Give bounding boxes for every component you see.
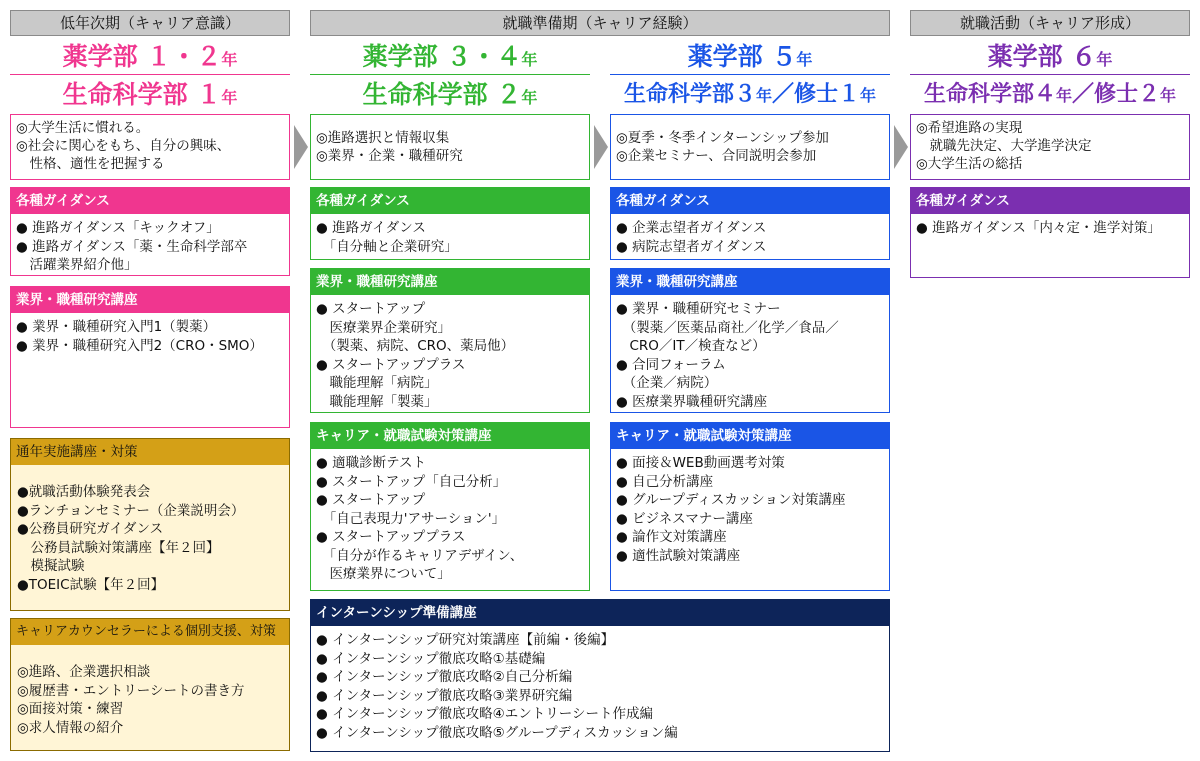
col4-guidance-header: 各種ガイダンス — [910, 187, 1190, 215]
col4-goals — [910, 114, 1190, 180]
col2-title-lifesci: 生命科学部 ２年 — [362, 80, 538, 109]
list-item: （製薬／医薬品商社／化学／食品／ — [616, 319, 839, 336]
list-item: ◎求人情報の紹介 — [17, 719, 124, 736]
col3-industry-header: 業界・職種研究講座 — [610, 268, 890, 296]
arrow-right-icon — [894, 125, 908, 169]
list-item: ●TOEIC試験【年２回】 — [17, 576, 165, 593]
col1-divider — [10, 74, 290, 75]
list-item: ● 面接＆WEB動画選考対策 — [616, 455, 785, 471]
goal-item: ◎大学生活の総括 — [916, 156, 1023, 172]
col3-title-lifesci: 生命科学部３年／修士１年 — [623, 82, 877, 107]
col2-career-header: キャリア・就職試験対策講座 — [310, 422, 590, 450]
list-item: ● インターンシップ徹底攻略⑤グループディスカッション編 — [316, 724, 678, 741]
list-item: ● 進路ガイダンス — [316, 220, 426, 236]
col4-title-pharmacy: 薬学部 ６年 — [987, 42, 1113, 71]
col1-counseling-body — [10, 645, 290, 751]
col3-divider — [610, 74, 890, 75]
goal-item: 就職先決定、大学進学決定 — [916, 138, 1092, 154]
goal-item: ◎業界・企業・職種研究 — [316, 148, 463, 164]
col1-yearround-header: 通年実施講座・対策 — [10, 438, 290, 466]
goal-item: 性格、適性を把握する — [16, 156, 165, 172]
list-item: ◎進路、企業選択相談 — [17, 664, 151, 680]
goal-item: ◎企業セミナー、合同説明会参加 — [616, 148, 817, 164]
goal-item: ◎進路選択と情報収集 — [316, 130, 450, 146]
phase-job: 就職活動（キャリア形成） — [910, 10, 1190, 36]
list-item: ◎面接対策・練習 — [17, 701, 124, 717]
col3-industry-body — [610, 295, 890, 413]
list-item: ● 業界・職種研究セミナー — [616, 301, 781, 317]
list-item: （製薬、病院、CRO、薬局他） — [316, 338, 515, 354]
col3-career-body — [610, 449, 890, 591]
list-item: ● 業界・職種研究入門2（CRO・SMO） — [16, 337, 263, 354]
list-item: 医療業界について」 — [316, 566, 451, 582]
col1-title-lifesci: 生命科学部 １年 — [62, 80, 238, 109]
col3-career-header: キャリア・就職試験対策講座 — [610, 422, 890, 450]
col1-guidance-body — [10, 214, 290, 276]
col2-guidance-body — [310, 214, 590, 260]
arrow-right-icon — [294, 125, 308, 169]
goal-item: ◎社会に関心をもち、自分の興味、 — [16, 138, 231, 154]
list-item: ● グループディスカッション対策講座 — [616, 492, 846, 508]
list-item: 医療業界企業研究」 — [316, 319, 451, 336]
col2-career-body — [310, 449, 590, 591]
goal-item: ◎夏季・冬季インターンシップ参加 — [616, 130, 829, 146]
list-item: ● 自己分析講座 — [616, 473, 714, 490]
list-item: ● 論作文対策講座 — [616, 529, 727, 545]
list-item: ● 企業志望者ガイダンス — [616, 220, 767, 236]
phase-early: 低年次期（キャリア意識） — [10, 10, 290, 36]
list-item: ● 進路ガイダンス「薬・生命科学部卒 — [16, 238, 248, 255]
list-item: ● インターンシップ徹底攻略②自己分析編 — [316, 669, 573, 685]
col4-title-lifesci: 生命科学部４年／修士２年 — [923, 82, 1177, 107]
list-item: ● 適職診断テスト — [316, 455, 427, 471]
list-item: （企業／病院） — [616, 375, 718, 391]
list-item: ● インターンシップ徹底攻略①基礎編 — [316, 650, 546, 667]
col2-divider — [310, 74, 590, 75]
col2-guidance-header: 各種ガイダンス — [310, 187, 590, 215]
col4-divider — [910, 74, 1190, 75]
list-item: ● 医療業界職種研究講座 — [616, 393, 768, 410]
goal-item: ◎大学生活に慣れる。 — [16, 120, 150, 136]
list-item: ● インターンシップ研究対策講座【前編・後編】 — [316, 632, 615, 648]
list-item: ● スタートアップ「自己分析」 — [316, 473, 507, 490]
list-item: 「自分が作るキャリアデザイン、 — [316, 547, 524, 564]
list-item: 職能理解「病院」 — [316, 375, 438, 391]
col1-counseling-header: キャリアカウンセラーによる個別支援、対策 — [10, 618, 290, 646]
list-item: ● スタートアッププラス — [316, 529, 466, 545]
list-item: ●就職活動体験発表会 — [17, 484, 151, 500]
intern-header: インターンシップ準備講座 — [310, 599, 890, 627]
list-item: ● スタートアップ — [316, 492, 426, 508]
list-item: 模擬試験 — [17, 558, 85, 574]
list-item: ● 進路ガイダンス「キックオフ」 — [16, 220, 220, 236]
list-item: ● スタートアッププラス — [316, 356, 466, 373]
list-item: 活躍業界紹介他」 — [16, 257, 138, 273]
list-item: ● 適性試験対策講座 — [616, 547, 741, 564]
list-item: ● スタートアップ — [316, 301, 426, 317]
arrow-right-icon — [594, 125, 608, 169]
col2-industry-header: 業界・職種研究講座 — [310, 268, 590, 296]
list-item: 公務員試験対策講座【年２回】 — [17, 539, 220, 556]
list-item: 職能理解「製薬」 — [316, 393, 438, 410]
list-item: 「自己表現力'アサーション'」 — [316, 510, 506, 527]
list-item: ●ランチョンセミナー（企業説明会） — [17, 502, 245, 519]
col4-guidance-body — [910, 214, 1190, 278]
intern-body — [310, 626, 890, 752]
col1-industry-body — [10, 313, 290, 428]
col2-industry-body — [310, 295, 590, 413]
col2-goals — [310, 114, 590, 180]
list-item: 「自分軸と企業研究」 — [316, 238, 458, 255]
list-item: ● インターンシップ徹底攻略④エントリーシート作成編 — [316, 706, 653, 722]
list-item: ●公務員研究ガイダンス — [17, 521, 164, 537]
col3-guidance-header: 各種ガイダンス — [610, 187, 890, 215]
col3-title-pharmacy: 薬学部 ５年 — [687, 42, 813, 71]
col3-goals — [610, 114, 890, 180]
list-item: ● 病院志望者ガイダンス — [616, 238, 767, 255]
list-item: CRO／IT／検査など） — [616, 338, 766, 354]
list-item: ◎履歴書・エントリーシートの書き方 — [17, 682, 245, 699]
col1-goals — [10, 114, 290, 180]
phase-prep: 就職準備期（キャリア経験） — [310, 10, 890, 36]
list-item: ● 合同フォーラム — [616, 356, 726, 373]
col1-title-pharmacy: 薬学部 １・２年 — [62, 42, 238, 71]
list-item: ● 進路ガイダンス「内々定・進学対策」 — [916, 220, 1161, 236]
col3-guidance-body — [610, 214, 890, 260]
col1-industry-header: 業界・職種研究講座 — [10, 286, 290, 314]
goal-item: ◎希望進路の実現 — [916, 120, 1023, 136]
list-item: ● インターンシップ徹底攻略③業界研究編 — [316, 687, 573, 704]
list-item: ● ビジネスマナー講座 — [616, 510, 753, 527]
col1-guidance-header: 各種ガイダンス — [10, 187, 290, 215]
col2-title-pharmacy: 薬学部 ３・４年 — [362, 42, 538, 71]
col1-yearround-body — [10, 465, 290, 611]
list-item: ● 業界・職種研究入門1（製薬） — [16, 319, 217, 335]
